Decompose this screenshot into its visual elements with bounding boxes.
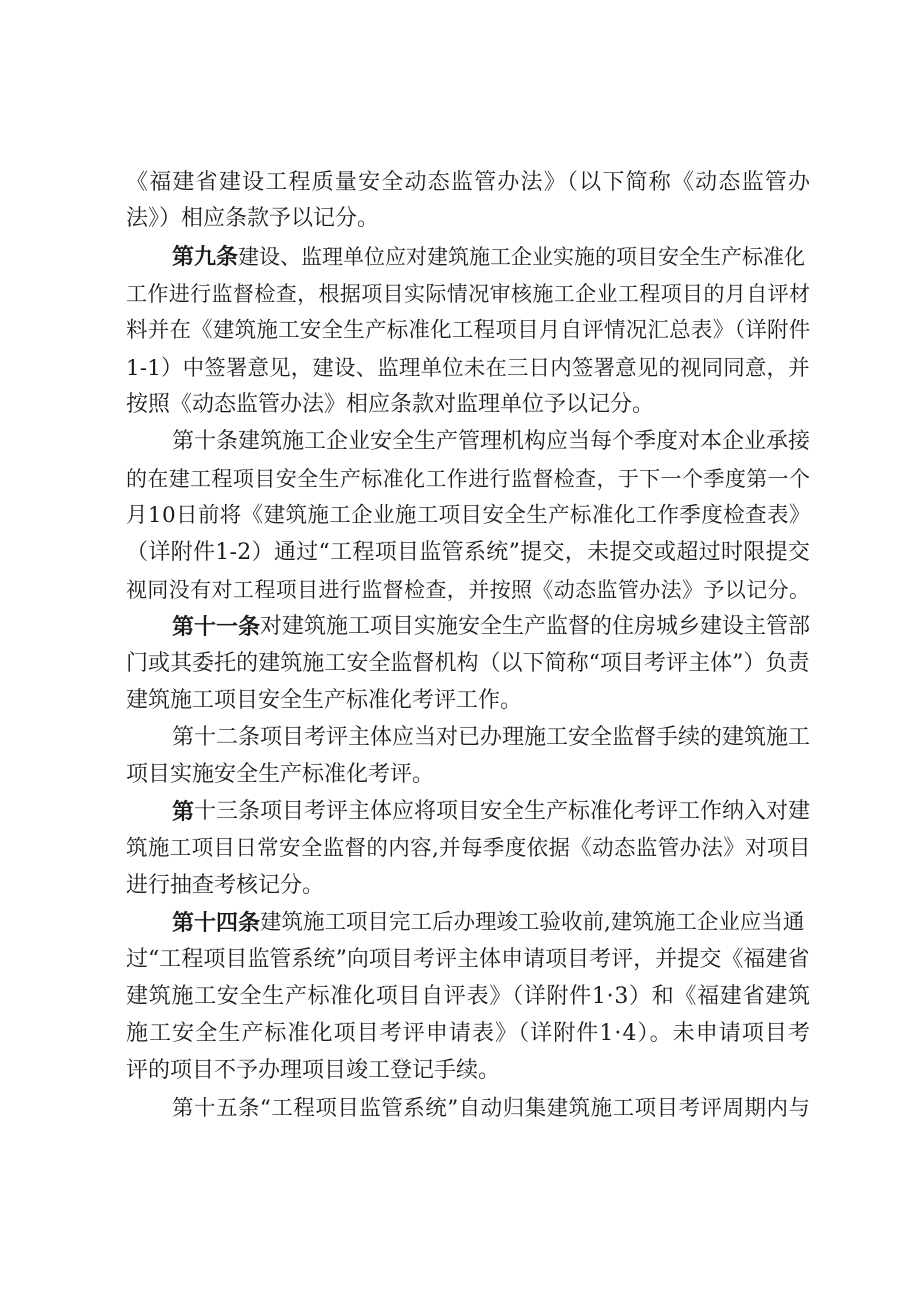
text-line bbox=[0, 866, 920, 906]
text-line bbox=[0, 422, 920, 462]
text-line bbox=[0, 199, 920, 239]
line-text: 按照《动态监管办法》相应条款对监理单位予以记分。 bbox=[126, 392, 655, 417]
text-line bbox=[0, 792, 920, 832]
text-line bbox=[0, 385, 920, 425]
line-text: 的在建工程项目安全生产标准化工作进行监督检查，于下一个季度第一个 bbox=[126, 467, 811, 491]
article-heading: 第九条 bbox=[172, 244, 239, 270]
line-text: 评的项目不予办理项目竣工登记手续。 bbox=[126, 1058, 501, 1083]
line-text: 建设、监理单位应对建筑施工企业实施的项目安全生产标准化 bbox=[238, 245, 805, 269]
line-text: 第十条建筑施工企业安全生产管理机构应当每个季度对本企业承接 bbox=[172, 429, 811, 454]
line-text: 月10日前将《建筑施工企业施工项目安全生产标准化工作季度检查表》 bbox=[126, 503, 811, 528]
article-heading: 第十一条 bbox=[172, 614, 261, 640]
text-line bbox=[0, 459, 920, 499]
line-text: 筑施工项目日常安全监督的内容,并每季度依据《动态监管办法》对项目 bbox=[126, 836, 811, 861]
text-line bbox=[0, 349, 920, 389]
line-text: 施工安全生产标准化项目考评申请表》（详附件1·4）。未申请项目考 bbox=[126, 1021, 812, 1046]
text-line bbox=[0, 1051, 920, 1091]
line-text: 料并在《建筑施工安全生产标准化工程项目月自评情况汇总表》（详附件 bbox=[126, 318, 811, 343]
text-line bbox=[0, 533, 920, 573]
text-line bbox=[0, 1014, 920, 1054]
text-line bbox=[0, 644, 920, 684]
line-text: 对建筑施工项目实施安全生产监督的住房城乡建设主管部 bbox=[260, 614, 811, 639]
line-text: 工作进行监督检查，根据项目实际情况审核施工企业工程项目的月自评材 bbox=[126, 282, 811, 306]
text-line bbox=[0, 496, 920, 536]
line-text: 《福建省建设工程质量安全动态监管办法》（以下简称《动态监管办 bbox=[126, 170, 812, 195]
text-line bbox=[0, 163, 920, 203]
line-text: 十三条项目考评主体应将项目安全生产标准化考评工作纳入对建 bbox=[194, 799, 811, 824]
text-line bbox=[0, 718, 920, 758]
text-line bbox=[0, 681, 920, 721]
line-text: 第十二条项目考评主体应当对已办理施工安全监督手续的建筑施工 bbox=[172, 725, 811, 750]
text-line bbox=[0, 274, 920, 314]
line-text: （详附件1-2）通过“工程项目监管系统”提交，未提交或超过时限提交 bbox=[126, 540, 811, 565]
line-text: 建筑施工项目完工后办理竣工验收前,建筑施工企业应当通 bbox=[260, 910, 805, 935]
text-line bbox=[0, 607, 920, 647]
line-text: 门或其委托的建筑施工安全监督机构（以下简称“项目考评主体”）负责 bbox=[126, 651, 810, 676]
text-line bbox=[0, 977, 920, 1017]
text-line bbox=[0, 1089, 920, 1129]
text-line bbox=[0, 311, 920, 351]
line-text: 建筑施工项目安全生产标准化考评工作。 bbox=[126, 688, 523, 713]
text-line bbox=[0, 940, 920, 980]
line-text: 1-1）中签署意见，建设、监理单位未在三日内签署意见的视同同意，并 bbox=[126, 356, 810, 381]
text-line bbox=[0, 237, 920, 277]
line-text: 项目实施安全生产标准化考评。 bbox=[126, 762, 435, 787]
line-text: 第十五条“工程项目监管系统”自动归集建筑施工项目考评周期内与 bbox=[172, 1096, 811, 1121]
text-line bbox=[0, 903, 920, 943]
line-text: 过“工程项目监管系统”向项目考评主体申请项目考评，并提交《福建省 bbox=[126, 947, 810, 972]
line-text: 建筑施工安全生产标准化项目自评表》（详附件1·3）和《福建省建筑 bbox=[126, 984, 811, 1009]
line-text: 法》）相应条款予以记分。 bbox=[126, 206, 380, 231]
text-line bbox=[0, 755, 920, 795]
line-text: 进行抽查考核记分。 bbox=[126, 873, 325, 898]
text-line bbox=[0, 829, 920, 869]
text-line bbox=[0, 570, 920, 610]
article-heading: 第 bbox=[172, 799, 195, 825]
line-text: 视同没有对工程项目进行监督检查，并按照《动态监管办法》予以记分。 bbox=[126, 578, 811, 602]
article-heading: 第十四条 bbox=[172, 910, 261, 936]
